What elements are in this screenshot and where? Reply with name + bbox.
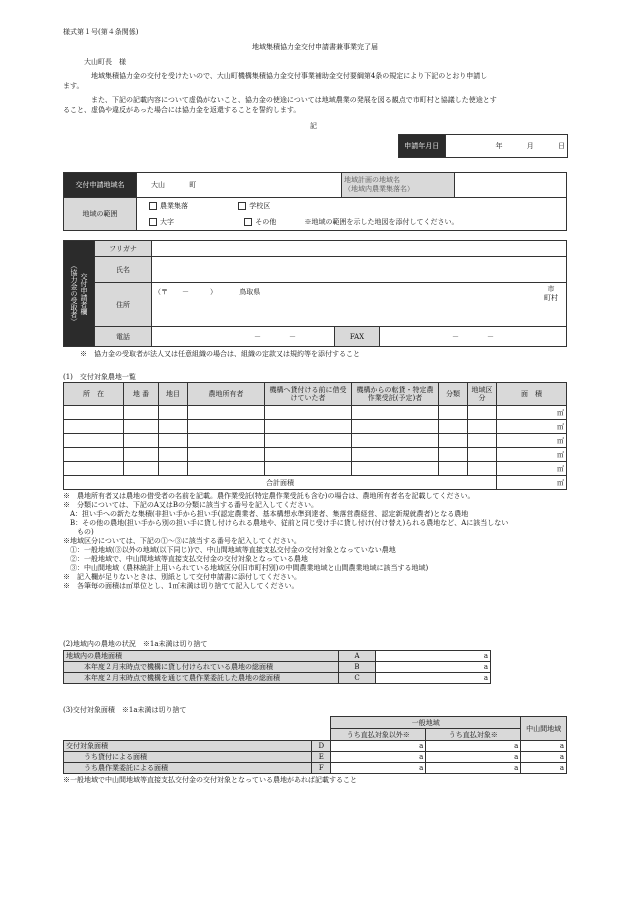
- ki-heading: 記: [310, 122, 317, 130]
- value-a[interactable]: a: [376, 651, 491, 662]
- plan-area-label: 地域計画の地域名 （地域内農業集落名）: [342, 173, 455, 198]
- scope-checkbox-village[interactable]: 農業集落: [149, 202, 188, 210]
- scope-options: [137, 198, 567, 231]
- page-title: 地域集積協力金交付申請書兼事業完了届: [252, 43, 378, 51]
- form-number: 様式第１号(第４条関係): [63, 28, 139, 36]
- mountain-area-header: 中山間地域: [521, 717, 567, 741]
- table-row: ㎡: [64, 434, 567, 448]
- col-region-class: 地域区分: [468, 383, 497, 406]
- col-land-type: 地目: [159, 383, 188, 406]
- total-area-field[interactable]: ㎡: [497, 476, 567, 490]
- col-lot-number: 地 番: [124, 383, 159, 406]
- col-sublessee: 機構からの転貸・特定農作業受託(予定)者: [352, 383, 439, 406]
- row-label-c: 本年度２月末時点で機構を通じて農作業委託した農地の総面積: [82, 673, 339, 684]
- furigana-field[interactable]: [152, 241, 567, 257]
- note: B：その他の農地(担い手から別の担い手に貸し付けられる農地や、従前と同じ受け手に貸し付け(付け替え)られる農地など、Aに該当しない: [63, 519, 509, 527]
- fax-label: FAX: [335, 327, 380, 347]
- section3-note: ※一般地域で中山間地域等直接支払交付金の交付対象となっている農地があれば記載すること: [63, 776, 357, 784]
- col-previous-lessee: 機構へ貸付ける前に借受けていた者: [265, 383, 352, 406]
- code-a: A: [339, 651, 376, 662]
- note: A：担い手への新たな集積(非担い手から担い手(認定農業者、基本構想水準到達者、集落営農経営、認定新規就農者)となる農地: [63, 510, 469, 518]
- section1-notes: [63, 492, 508, 591]
- area-name-field[interactable]: 大山 町: [137, 173, 342, 198]
- value-b[interactable]: a: [376, 662, 491, 673]
- fax-field[interactable]: － －: [380, 327, 567, 347]
- furigana-label: フリガナ: [95, 241, 152, 257]
- region-status-table: [63, 650, 491, 684]
- row-label-e: うち貸付による面積: [82, 752, 312, 763]
- general-direct-header: うち直払対象※: [426, 729, 521, 741]
- scope-checkbox-other[interactable]: その他: [244, 218, 276, 226]
- target-area-table: 一般地域 中山間地域 うち直払対象以外※ うち直払対象※ 交付対象面積 D a a a うち貸付による面積 E a a a うち農作業委託による面積 F a a a: [63, 716, 567, 774]
- col-area: 面 積: [497, 383, 567, 406]
- address-label: 住所: [95, 283, 152, 327]
- applicant-side-label: 交付申請者欄 （協力金の受取者）: [64, 241, 95, 347]
- intro-paragraph-2-cont: ること、虚偽や違反があった場合には協力金を返還することを誓約します。: [63, 106, 301, 114]
- scope-label: 地域の範囲: [64, 198, 137, 231]
- note: ※ 各筆毎の面積は㎡単位とし、1㎡未満は切り捨てて記入してください。: [63, 582, 299, 590]
- name-field[interactable]: [152, 257, 567, 283]
- intro-paragraph-2: また、下記の記載内容について虚偽がないこと、協力金の使途については地域農業の発展を図る観点で市町村と協議した使途とす: [84, 96, 497, 104]
- note: もの): [63, 528, 94, 536]
- note: ※ 記入欄が足りないときは、別紙として交付申請書に添付してください。: [63, 573, 301, 581]
- total-row: [64, 476, 567, 490]
- row-label-d: 交付対象面積: [64, 741, 312, 752]
- area-label: 交付申請地域名: [64, 173, 137, 198]
- intro-paragraph-1-cont: ます。: [63, 82, 84, 90]
- code-e: E: [312, 752, 331, 763]
- code-c: C: [339, 673, 376, 684]
- code-f: F: [312, 763, 331, 774]
- application-date-table: [398, 134, 568, 158]
- phone-label: 電話: [95, 327, 152, 347]
- col-category: 分類: [439, 383, 468, 406]
- note: ②：一般地域で、中山間地域等直接支払交付金の交付対象となっている農地: [63, 555, 308, 563]
- code-b: B: [339, 662, 376, 673]
- farmland-table: [63, 382, 567, 490]
- note: ①：一般地域(③以外の地域(以下同じ))で、中山間地域等直接支払交付金の交付対象となっていない農地: [63, 546, 396, 554]
- table-row: ㎡: [64, 448, 567, 462]
- scope-checkbox-oaza[interactable]: 大字: [149, 218, 174, 226]
- name-label: 氏名: [95, 257, 152, 283]
- area-table: [63, 172, 567, 231]
- col-location: 所 在: [64, 383, 124, 406]
- intro-paragraph-1: 地域集積協力金の交付を受けたいので、大山町機構集積協力金交付事業補助金交付要綱第4条の規定により下記のとおり申請し: [84, 72, 488, 80]
- general-non-direct-header: うち直払対象以外※: [331, 729, 426, 741]
- note: ※地域区分については、下記の①～③に該当する番号を記入してください。: [63, 537, 301, 545]
- row-label-f: うち農作業委託による面積: [82, 763, 312, 774]
- value-c[interactable]: a: [376, 673, 491, 684]
- table-row: ㎡: [64, 406, 567, 420]
- table-row: ㎡: [64, 462, 567, 476]
- phone-field[interactable]: － －: [152, 327, 335, 347]
- scope-note: ※地域の範囲を示した地図を添付してください。: [304, 218, 459, 226]
- table-row: ㎡: [64, 420, 567, 434]
- scope-checkbox-school[interactable]: 学校区: [238, 202, 270, 210]
- note: ※ 農地所有者又は農地の借受者の名前を記載。農作業受託(特定農作業受託も含む)の場合は、農地所有者名を記載してください。: [63, 492, 475, 500]
- row-label-a: 地域内の農地面積: [64, 651, 339, 662]
- applicant-table: [63, 240, 567, 347]
- code-d: D: [312, 741, 331, 752]
- section1-heading: (1) 交付対象農地一覧: [63, 373, 136, 381]
- addressee: 大山町長 様: [84, 58, 126, 66]
- general-area-header: 一般地域: [331, 717, 521, 729]
- section2-heading: (2)地域内の農地の状況 ※1a未満は切り捨て: [63, 640, 208, 648]
- applicant-note: ※ 協力金の受取者が法人又は任意組織の場合は、組織の定款又は規約等を添付すること: [80, 350, 360, 358]
- section3-heading: (3)交付対象面積 ※1a未満は切り捨て: [63, 706, 187, 714]
- plan-area-field[interactable]: [455, 173, 567, 198]
- note: ③：中山間地域（農林統計上用いられている地域区分(旧市町村別)の中間農業地域と山間農業地域に該当する地域): [63, 564, 429, 572]
- col-owner: 農地所有者: [188, 383, 265, 406]
- address-field[interactable]: （〒 － ） 鳥取県 市 町村: [152, 283, 567, 327]
- total-area-label: 合計面積: [64, 476, 497, 490]
- row-label-b: 本年度２月末時点で機構に貸し付けられている農地の総面積: [82, 662, 339, 673]
- application-date-field[interactable]: 年 月 日: [445, 135, 567, 158]
- application-date-label: 申請年月日: [399, 135, 446, 158]
- note: ※ 分類については、下記のA又はBの分類に該当する番号を記入してください。: [63, 501, 319, 509]
